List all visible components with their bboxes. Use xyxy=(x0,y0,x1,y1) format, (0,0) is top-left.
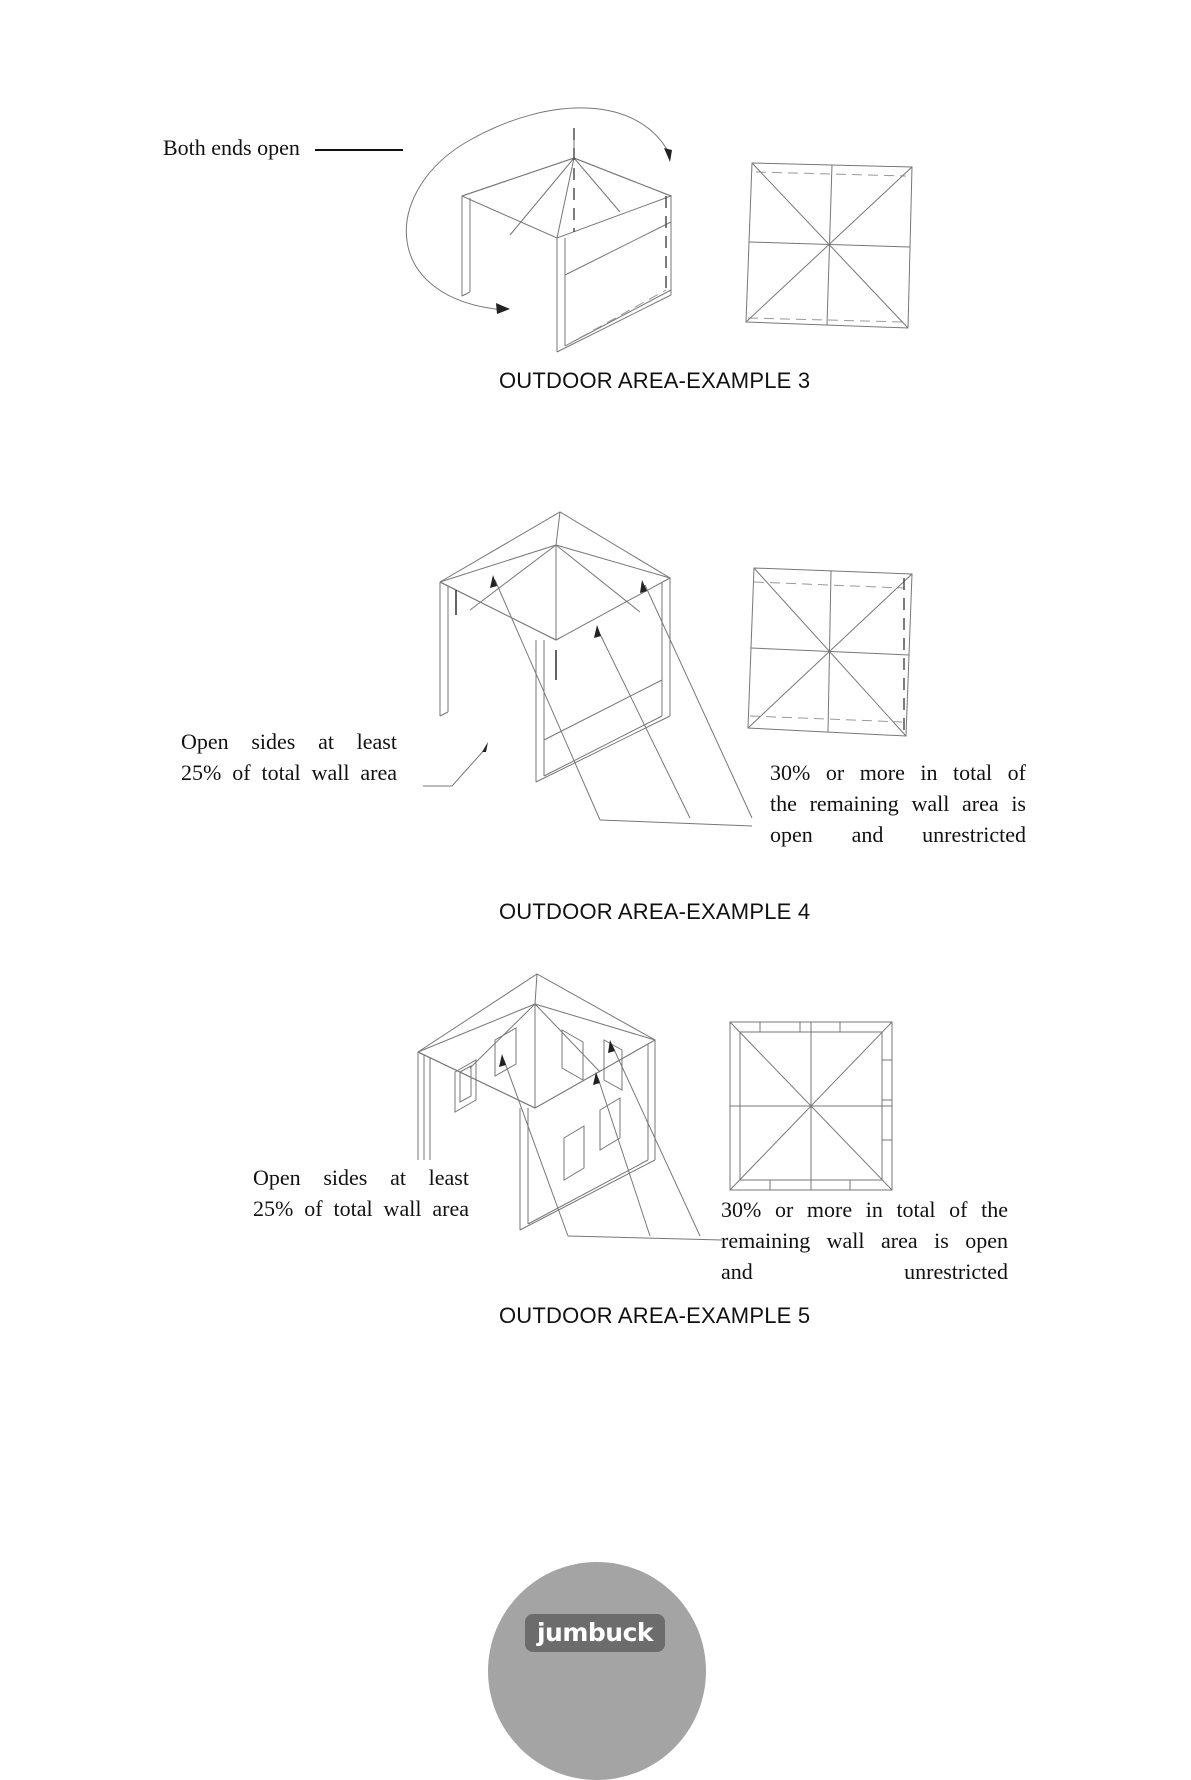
example3-caption: OUTDOOR AREA-EXAMPLE 3 xyxy=(499,368,811,393)
example3-isometric-drawing xyxy=(406,108,912,352)
example5-right-note-line1: 30% or more in total of the xyxy=(721,1197,1008,1222)
example4-right-note-line2: the remaining wall area is xyxy=(770,791,1026,816)
jumbuck-logo-text: jumbuck xyxy=(536,1618,654,1647)
example3-note xyxy=(163,134,403,162)
example3-note-underline xyxy=(315,149,403,151)
example4-left-note xyxy=(181,726,397,788)
footer-logo-circle xyxy=(488,1562,706,1780)
jumbuck-logo xyxy=(525,1614,665,1652)
example4-left-note-line1: Open sides at least xyxy=(181,729,397,754)
example5-right-note xyxy=(721,1194,1008,1287)
example5-left-note xyxy=(253,1162,469,1224)
example4-left-note-line2: 25% of total wall area xyxy=(181,760,397,785)
example4-right-note-line3: open and unrestricted xyxy=(770,822,1026,847)
example5-left-note-line2: 25% of total wall area xyxy=(253,1196,469,1221)
example5-left-note-line1: Open sides at least xyxy=(253,1165,469,1190)
example5-right-note-line2: remaining wall area is open xyxy=(721,1228,1008,1253)
example5-caption: OUTDOOR AREA-EXAMPLE 5 xyxy=(499,1303,811,1328)
example3-note-text: Both ends open xyxy=(163,135,300,160)
example4-right-note-line1: 30% or more in total of xyxy=(770,760,1026,785)
example5-right-note-line3: and unrestricted xyxy=(721,1259,1008,1284)
example4-right-note xyxy=(770,757,1026,850)
example4-caption: OUTDOOR AREA-EXAMPLE 4 xyxy=(499,899,811,924)
